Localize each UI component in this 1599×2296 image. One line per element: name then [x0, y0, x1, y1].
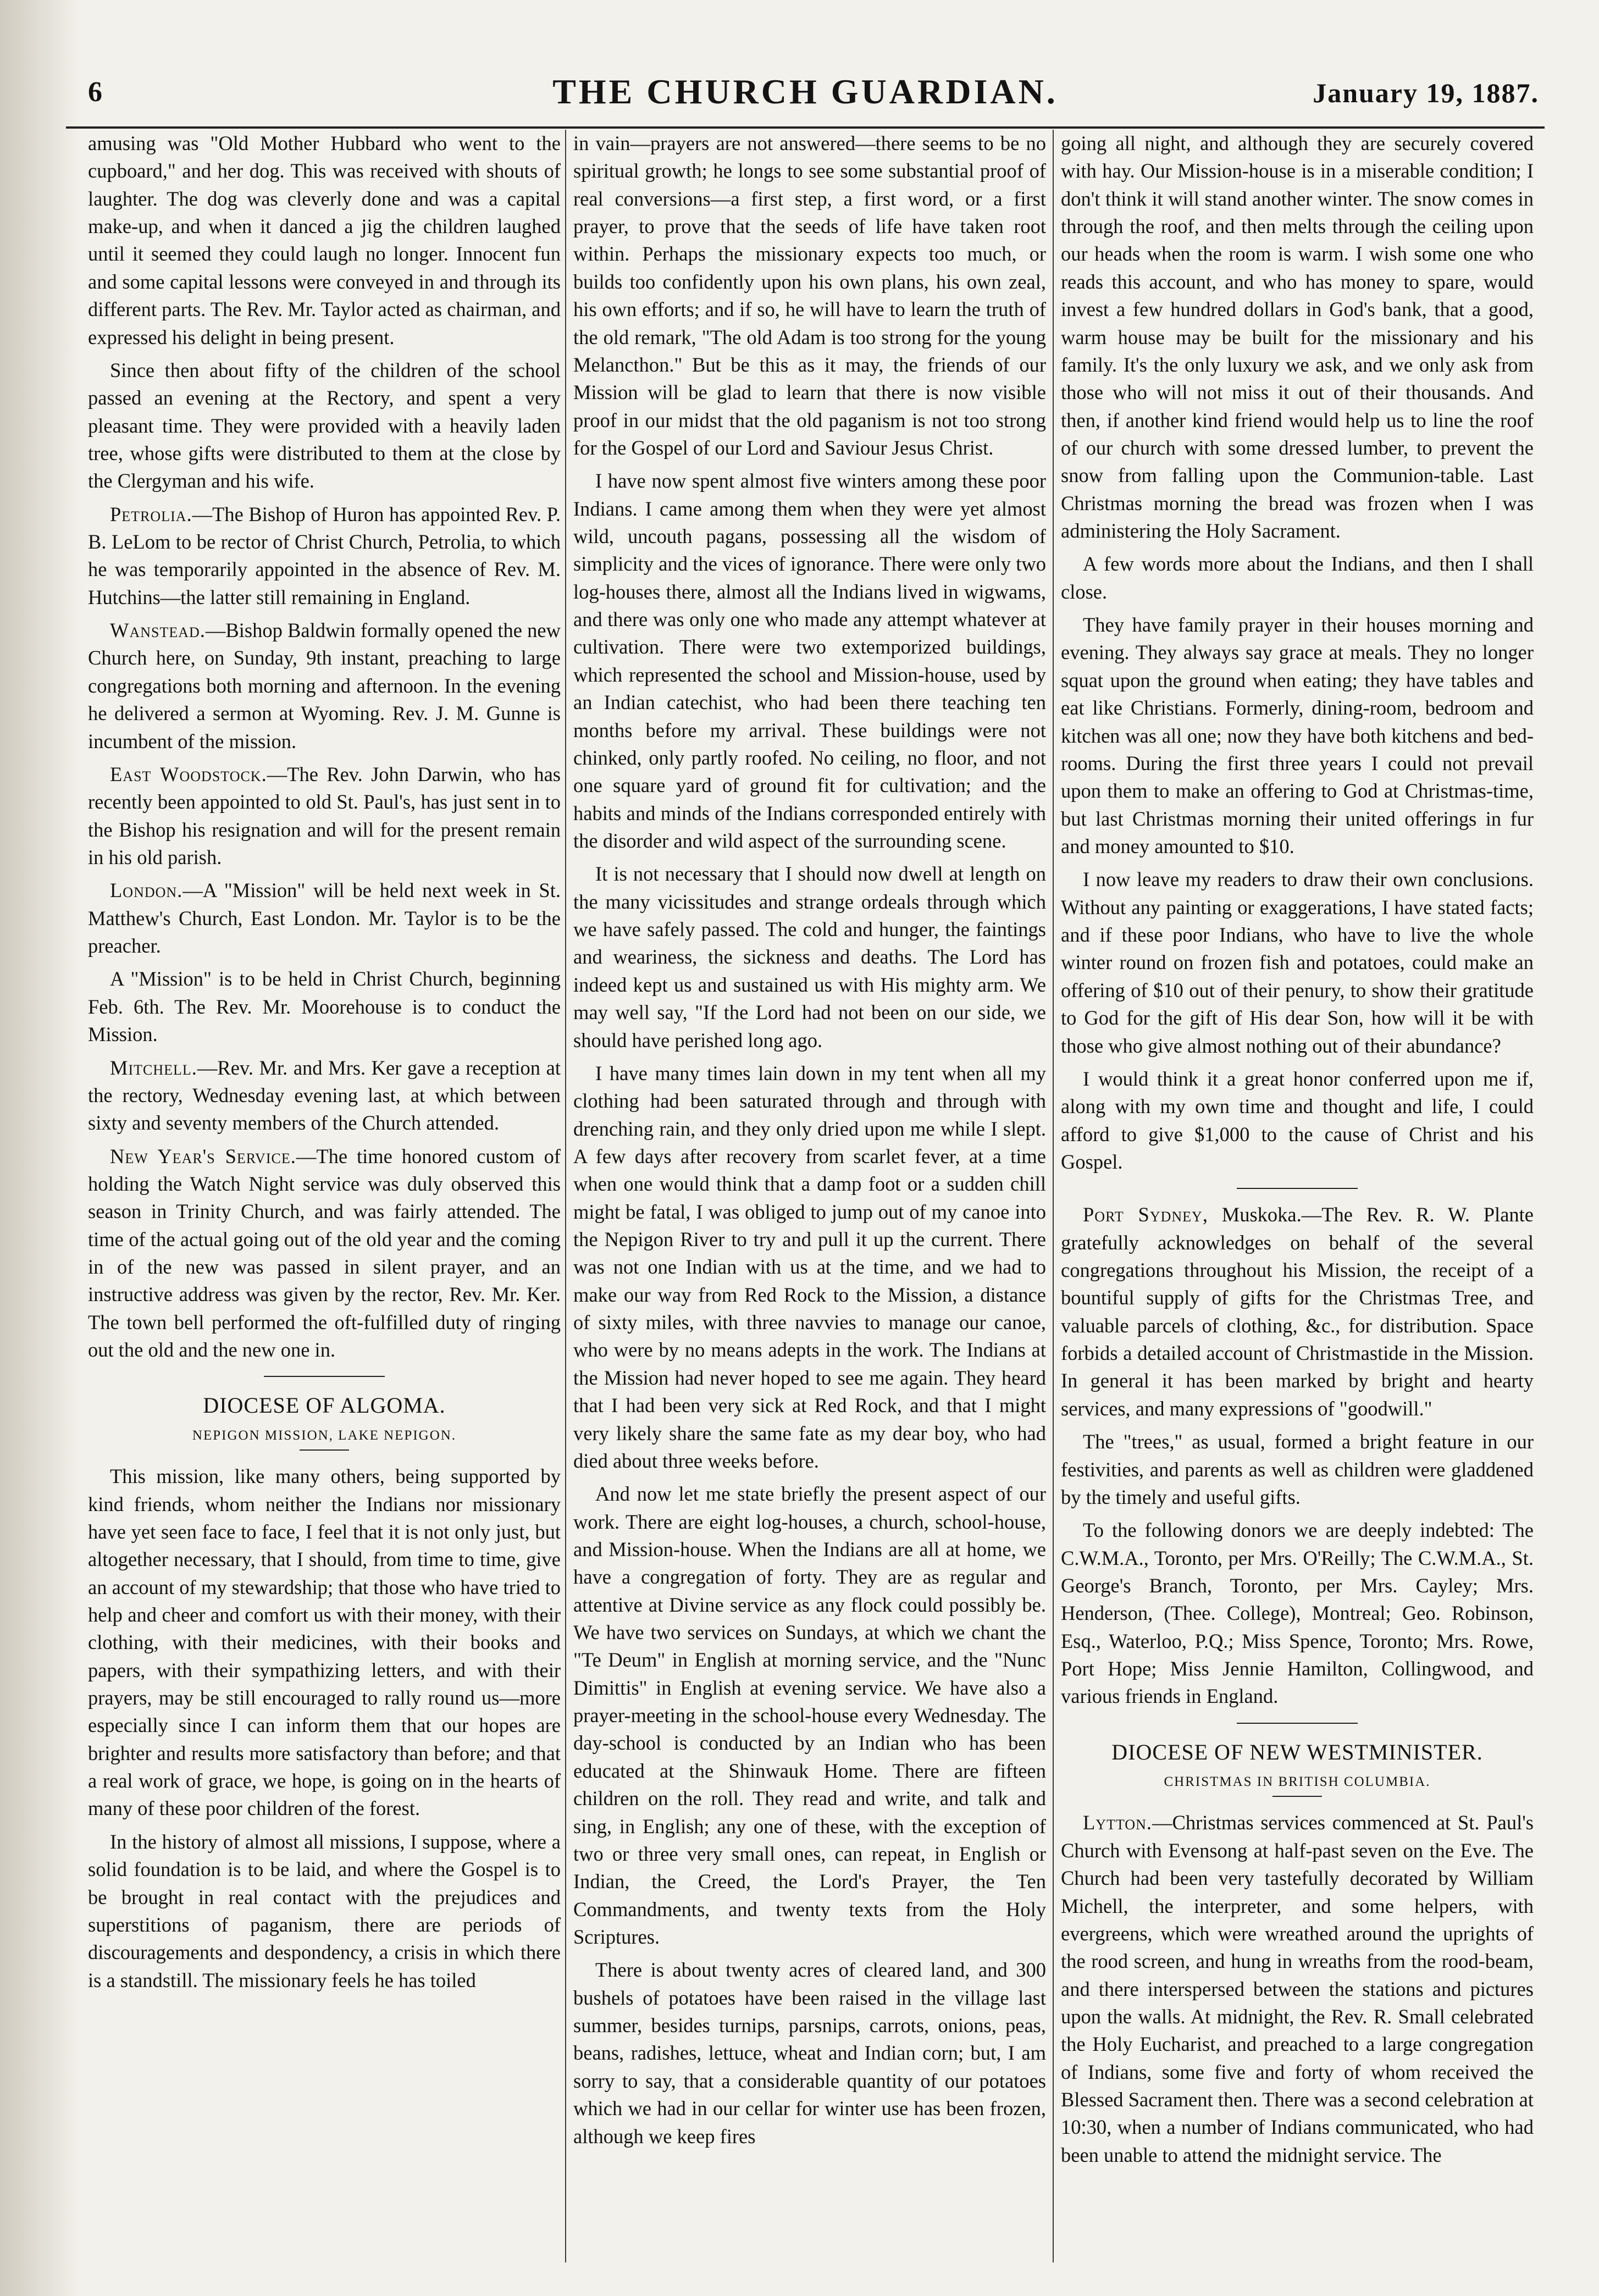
item-text: Muskoka.—The Rev. R. W. Plante gratefully acknowledges on behalf of the several congregations throughout his Mission, the receipt of a bountiful supply of gifts for the Christmas Tree, and valuable parcels of clothing, &c., for distribution. Space forbids a detailed account of Christmastide in the Mission. In general it has been marked by bright and hearty services, and many expressions of "goodwill." — [1061, 1203, 1534, 1420]
paragraph: in vain—prayers are not answered—there seems to be no spiritual growth; he longs to see some substantial proof of real conversions—a first step, a first word, or a first prayer, to prove that the seeds of life have taken root within. Perhaps the missionary expects too much, or builds too confidently upon his own plans, his own zeal, his own efforts; and if so, he will have to learn the truth of the old remark, "The old Adam is too strong for the young Melancthon." But be this as it may, the friends of our Mission will be glad to learn that there is now visible proof in our midst that the old paganism is not too strong for the Gospel of our Lord and Saviour Jesus Christ. — [573, 132, 1046, 459]
column-1 — [88, 130, 561, 2262]
section-heading: DIOCESE OF ALGOMA. — [203, 1393, 446, 1418]
place-name: East Woodstock. — [110, 762, 267, 785]
paragraph: The "trees," as usual, formed a bright feature in our festivities, and parents as well as children were gladdened by the timely and useful gifts. — [1061, 1430, 1534, 1508]
issue-date: January 19, 1887. — [1313, 78, 1539, 108]
news-item — [88, 761, 561, 871]
column-divider — [565, 130, 566, 2262]
paragraph: To the following donors we are deeply indebted: The C.W.M.A., Toronto, per Mrs. O'Reilly; The C.W.M.A., St. George's Branch, Toronto, per Mrs. Cayley; Mrs. Henderson, (Thee. College), Montreal; Geo. Robinson, Esq., Waterloo, P.Q.; Miss Spence, Toronto; Mrs. Rowe, Port Hope; Miss Jennie Hamilton, Collingwood, and various friends in England. — [1061, 1519, 1534, 1708]
item-text: —The time honored custom of holding the Watch Night service was duly observed this season in Trinity Church, and was fairly attended. The time of the actual going out of the old year and the coming in of the new was passed in silent prayer, and an instructive address was given by the rector, Rev. Mr. Ker. The town bell performed the oft-fulfilled duty of ringing out the old and the new one in. — [88, 1144, 561, 1362]
item-text: —Christmas services commenced at St. Paul's Church with Evensong at half-past seven on the Eve. The Church had been very tastefully decorated by William Michell, the interpreter, and some helpers, with evergreens, which were wreathed around the uprights of the rood screen, and hung in wreaths from the rood-beam, and there interspersed between the stations and pictures upon the walls. At midnight, the Rev. R. Small celebrated the Holy Eucharist, and preached to a large congregation of Indians, some five and forty of whom received the Blessed Sacrament then. There was a second celebration at 10:30, when a number of Indians communicated, who had been unable to attend the midnight service. The — [1061, 1811, 1534, 2166]
news-item — [1061, 1809, 1534, 2169]
news-item — [1061, 1201, 1534, 1423]
paragraph: A few words more about the Indians, and then I shall close. — [1061, 552, 1534, 603]
news-item — [88, 501, 561, 611]
paragraph: going all night, and although they are securely covered with hay. Our Mission-house is in a miserable condition; I don't think it will stand another winter. The snow comes in through the roof, and then melts through the ceiling upon our heads when the room is warm. I wish some one who reads this account, and who has money to spare, would invest a few hundred dollars in God's bank, that a good, warm house may be built for the missionary and his family. It's the only luxury we ask, and we only ask from those who will not miss it out of their thousands. And then, if another kind friend would help us to line the roof of our church with some dressed lumber, to prevent the snow from falling upon the Communion-table. Last Christmas morning the bread was frozen when I was administering the Holy Sacrament. — [1061, 132, 1534, 543]
subheading-rule — [1272, 1796, 1322, 1797]
subheading-rule — [300, 1449, 349, 1451]
paragraph: And now let me state briefly the present aspect of our work. There are eight log-houses, a church, school-house, and Mission-house. When the Indians are all at home, we have a congregation of forty. They are as regular and attentive at Divine service as any flock could possibly be. We have two services on Sundays, at which we chant the "Te Deum" in English at morning service, and the "Nunc Dimittis" in English at evening service. We have also a prayer-meeting in the school-house every Wednesday. The day-school is conducted by an Indian who has been educated at the Shinwauk Home. There are fifteen children on the roll. They read and write, and talk and sing, in English; any one of these, with the exception of two or three very small ones, can repeat, in English or Indian, the Creed, the Lord's Prayer, the Ten Commandments, and twenty texts from the Holy Scriptures. — [573, 1482, 1046, 1948]
column-2 — [573, 130, 1046, 2262]
section-rule — [264, 1376, 385, 1377]
masthead — [66, 66, 1545, 129]
news-item — [88, 1054, 561, 1137]
section-rule — [1237, 1723, 1358, 1724]
newspaper-title: THE CHURCH GUARDIAN. — [552, 72, 1058, 111]
place-name: Wanstead. — [110, 619, 206, 642]
paragraph: A "Mission" is to be held in Christ Church, beginning Feb. 6th. The Rev. Mr. Moorehouse is to conduct the Mission. — [88, 967, 561, 1046]
paragraph: I would think it a great honor conferred upon me if, along with my own time and thought and life, I could afford to give $1,000 to the cause of Christ and his Gospel. — [1061, 1067, 1534, 1173]
item-text: —Rev. Mr. and Mrs. Ker gave a reception at the rectory, Wednesday evening last, at which between sixty and seventy members of the Church attended. — [88, 1056, 561, 1135]
news-item — [88, 617, 561, 755]
section-subheading: NEPIGON MISSION, LAKE NEPIGON. — [192, 1428, 457, 1443]
news-item — [88, 1143, 561, 1364]
paragraph: This mission, like many others, being supported by kind friends, whom neither the Indians nor missionary have yet seen face to face, I feel that it is not only just, but altogether necessary, that I should, from time to time, give an account of my stewardship; that those who have tried to help and cheer and comfort us with their money, with their clothing, with their medicines, with their books and papers, with their sympathizing letters, and with their prayers, may be still encouraged to rally round us—more especially since I can inform them that our hopes are brighter and results more satisfactory than before; and that a real work of grace, we hope, is going on in the hearts of many of these poor children of the forest. — [88, 1465, 561, 1820]
item-text: —The Rev. John Darwin, who has recently been appointed to old St. Paul's, has just sent in to the Bishop his resignation and will for the present remain in his old parish. — [88, 762, 561, 868]
paragraph: I have many times lain down in my tent when all my clothing had been saturated through and through with drenching rain, and they only dried upon me while I slept. A few days after recovery from scarlet fever, at a time when one would think that a damp foot or a sudden chill might be fatal, I was obliged to jump out of my canoe into the Nepigon River to try and pull it up the current. There was not one Indian with us at the time, and we had to make our way from Red Rock to the Mission, a distance of sixty miles, with three navvies to manage our canoe, who were by no means adepts in the work. The Indians at the Mission had never hoped to see me again. They heard that I had been very sick at Red Rock, and that I might very likely share the same fate as my dear boy, who had died about three weeks before. — [573, 1061, 1046, 1472]
paragraph: It is not necessary that I should now dwell at length on the many vicissitudes and strange ordeals through which we have safely passed. The cold and hunger, the faintings and weariness, the sickness and deaths. The Lord has indeed kept us and sustained us with His mighty arm. We may well say, "If the Lord had not been on our side, we should have perished long ago. — [573, 862, 1046, 1052]
place-name: Lytton. — [1083, 1811, 1153, 1834]
paragraph: amusing was "Old Mother Hubbard who went to the cupboard," and her dog. This was received with shouts of laughter. The dog was cleverly done and was a capital make-up, and when it danced a jig the children laughed until it seemed they could laugh no longer. Innocent fun and some capital lessons were conveyed in and through its different parts. The Rev. Mr. Taylor acted as chairman, and expressed his delight in being present. — [88, 132, 561, 348]
place-name: Port Sydney, — [1083, 1203, 1208, 1226]
paragraph: In the history of almost all missions, I suppose, where a solid foundation is to be laid, and where the Gospel is to be brought in real contact with the prejudices and superstitions of paganism, there are periods of discouragements and despondency, a crisis in which there is a standstill. The missionary feels he has toiled — [88, 1830, 561, 1991]
column-divider — [1053, 130, 1054, 2262]
item-text: —A "Mission" will be held next week in St. Matthew's Church, East London. Mr. Taylor is to be the preacher. — [88, 879, 561, 958]
item-text: —The Bishop of Huron has appointed Rev. P. B. LeLom to be rector of Christ Church, Petrolia, to which he was temporarily appointed in the absence of Rev. M. Hutchins—the latter still remaining in England. — [88, 502, 561, 608]
news-item — [88, 877, 561, 960]
paragraph: There is about twenty acres of cleared land, and 300 bushels of potatoes have been raised in the village last summer, besides turnips, parsnips, carrots, onions, peas, beans, radishes, lettuce, wheat and Indian corn; but, I am sorry to say, that a considerable quantity of our potatoes which we had in our cellar for winter use has been frozen, although we keep fires — [573, 1958, 1046, 2148]
place-name: Petrolia. — [110, 502, 192, 525]
page-edge-shadow — [0, 0, 82, 2296]
section-subheading: CHRISTMAS IN BRITISH COLUMBIA. — [1164, 1774, 1431, 1789]
column-3 — [1061, 130, 1534, 2262]
paragraph: I have now spent almost five winters among these poor Indians. I came among them when they were yet almost wild, uncouth pagans, possessing all the wisdom of simplicity and the vices of ignorance. There were only two log-houses there, almost all the Indians lived in wigwams, and there was only one who made any attempt whatever at cultivation. There were two extemporized buildings, which represented the school and Mission-house, used by an Indian catechist, who had been there teaching ten months before my arrival. These buildings were not chinked, only partly roofed. No ceiling, no floor, and not one square yard of ground fit for cultivation; and the habits and minds of the Indians corresponded entirely with the disorder and wild aspect of the surrounding scene. — [573, 469, 1046, 852]
place-name: London. — [110, 879, 183, 902]
section-heading: DIOCESE OF NEW WESTMINISTER. — [1111, 1739, 1483, 1764]
page-number: 6 — [88, 76, 102, 108]
item-text: —Bishop Baldwin formally opened the new Church here, on Sunday, 9th instant, preaching to large congregations both morning and afternoon. In the evening he delivered a sermon at Wyoming. Rev. J. M. Gunne is incumbent of the mission. — [88, 619, 561, 753]
place-name: New Year's Service. — [110, 1144, 296, 1168]
paragraph: Since then about fifty of the children of the school passed an evening at the Rectory, and spent a very pleasant time. They were provided with a heavily laden tree, whose gifts were distributed to them at the close by the Clergyman and his wife. — [88, 358, 561, 493]
place-name: Mitchell. — [110, 1056, 197, 1079]
paragraph: I now leave my readers to draw their own conclusions. Without any painting or exaggerations, I have stated facts; and if these poor Indians, who have to live the whole winter round on frozen fish and potatoes, could make an offering of $10 out of their penury, to show their gratitude to God for the gift of His dear Son, how will it be with those who give almost nothing out of their abundance? — [1061, 868, 1534, 1057]
section-rule — [1237, 1188, 1358, 1189]
paragraph: They have family prayer in their houses morning and evening. They always say grace at meals. They no longer squat upon the ground when eating; they have tables and eat like Christians. Formerly, dining-room, bedroom and kitchen was all one; now they have both kitchens and bed-rooms. During the first three years I could not prevail upon them to make an offering to God at Christmas-time, but last Christmas morning their united offerings in fur and money amounted to $10. — [1061, 613, 1534, 857]
